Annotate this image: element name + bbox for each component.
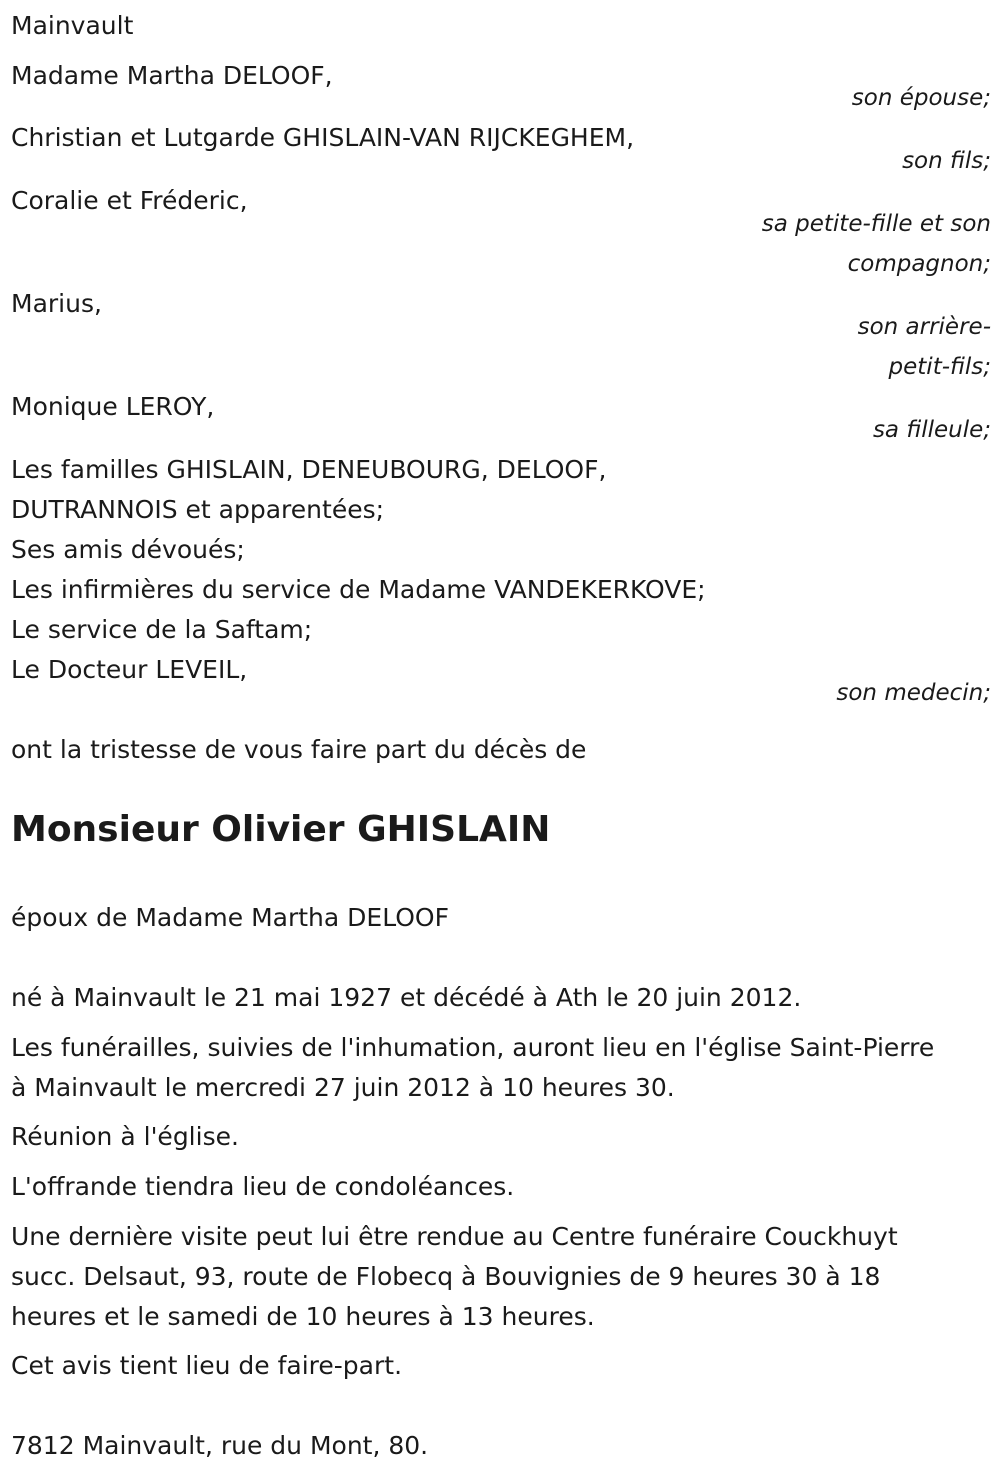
meeting-info: Réunion à l'église. — [11, 1122, 239, 1151]
visit-info: succ. Delsaut, 93, route de Flobecq à Bouvignies de 9 heures 30 à 18 — [11, 1262, 881, 1291]
mourner-role: compagnon; — [847, 251, 991, 277]
doctor-role: son medecin; — [836, 680, 991, 706]
funeral-info: Les funérailles, suivies de l'inhumation, auront lieu en l'église Saint-Pierre — [11, 1033, 935, 1062]
funeral-info: à Mainvault le mercredi 27 juin 2012 à 10 heures 30. — [11, 1073, 675, 1102]
mourner-role: sa filleule; — [872, 417, 991, 443]
offering-info: L'offrande tiendra lieu de condoléances. — [11, 1172, 515, 1201]
family-line: Le Docteur LEVEIL, — [11, 655, 248, 684]
mourner-role: son épouse; — [851, 85, 991, 111]
mourner-name: Madame Martha DELOOF, — [11, 61, 333, 90]
mourner-name: Marius, — [11, 289, 102, 318]
spouse-line: époux de Madame Martha DELOOF — [11, 903, 449, 932]
family-line: Les familles GHISLAIN, DENEUBOURG, DELOOF, — [11, 455, 607, 484]
mourner-role: sa petite-fille et son — [761, 211, 991, 237]
address: 7812 Mainvault, rue du Mont, 80. — [11, 1431, 429, 1460]
mourner-role: son arrière- — [857, 314, 991, 340]
birth-death: né à Mainvault le 21 mai 1927 et décédé à Ath le 20 juin 2012. — [11, 983, 802, 1012]
announcement: ont la tristesse de vous faire part du décès de — [11, 735, 587, 764]
mourner-name: Coralie et Fréderic, — [11, 186, 248, 215]
mourner-role: petit-fils; — [888, 354, 991, 380]
family-line: Ses amis dévoués; — [11, 535, 245, 564]
deceased-name: Monsieur Olivier GHISLAIN — [11, 809, 551, 850]
family-line: Le service de la Saftam; — [11, 615, 313, 644]
mourner-role: son fils; — [902, 148, 991, 174]
family-line: DUTRANNOIS et apparentées; — [11, 495, 385, 524]
visit-info: heures et le samedi de 10 heures à 13 heures. — [11, 1302, 595, 1331]
visit-info: Une dernière visite peut lui être rendue au Centre funéraire Couckhuyt — [11, 1222, 898, 1251]
town-name: Mainvault — [11, 11, 134, 40]
family-line: Les infirmières du service de Madame VANDEKERKOVE; — [11, 575, 706, 604]
mourner-name: Christian et Lutgarde GHISLAIN-VAN RIJCKEGHEM, — [11, 123, 635, 152]
notice-info: Cet avis tient lieu de faire-part. — [11, 1351, 403, 1380]
mourner-name: Monique LEROY, — [11, 392, 215, 421]
